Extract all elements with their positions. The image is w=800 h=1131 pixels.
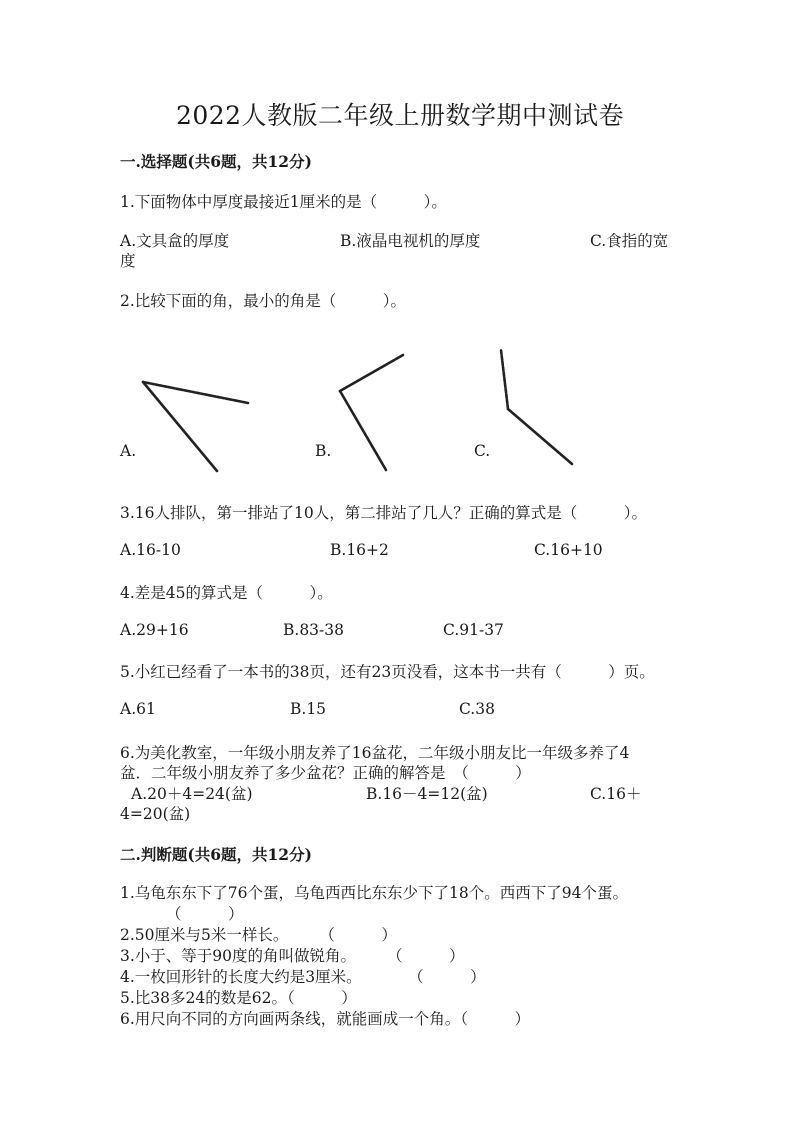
angle-b-drawing [340, 355, 403, 470]
judgment-3: 3.小于、等于90度的角叫做锐角。 （ ） [120, 947, 465, 965]
section-choice-heading: 一.选择题(共6题，共12分) [120, 152, 312, 171]
question-3-stem: 3.16人排队，第一排站了10人，第二排站了几人？正确的算式是（ ）。 [120, 504, 647, 522]
question-1-option-c: C.食指的宽 [590, 232, 669, 250]
judgment-4: 4.一枚回形针的长度大约是3厘米。 （ ） [120, 968, 486, 986]
question-6-option-c-wrap: 4=20(盆) [120, 805, 191, 823]
question-5-option-b: B.15 [290, 700, 327, 718]
judgment-5: 5.比38多24的数是62。（ ） [120, 989, 357, 1007]
question-3-option-c: C.16+10 [534, 541, 603, 559]
question-1-option-b: B.液晶电视机的厚度 [340, 232, 481, 250]
question-6-option-b: B.16－4=12(盆) [366, 785, 488, 803]
question-1-option-a: A.文具盒的厚度 [120, 232, 230, 250]
question-4-stem: 4.差是45的算式是（ ）。 [120, 584, 333, 602]
question-5-option-a: A.61 [120, 700, 156, 718]
question-3-option-b: B.16+2 [330, 541, 389, 559]
question-6-option-c: C.16＋ [590, 785, 642, 803]
judgment-2: 2.50厘米与5米一样长。 （ ） [120, 926, 397, 944]
question-2-stem: 2.比较下面的角，最小的角是（ ）。 [120, 292, 407, 310]
question-2-option-a: A. [120, 442, 137, 460]
judgment-1-line1: 1.乌龟东东下了76个蛋，乌龟西西比东东少下了18个。西西下了94个蛋。 [120, 884, 628, 902]
page-title: 2022人教版二年级上册数学期中测试卷 [175, 101, 625, 130]
question-2-option-c: C. [474, 442, 491, 460]
question-5-option-c: C.38 [459, 700, 495, 718]
question-6-stem-line2: 盆．二年级小朋友养了多少盆花？正确的解答是 （ ） [120, 764, 531, 782]
judgment-1-line2: （ ） [166, 905, 244, 923]
angle-c-drawing [501, 350, 572, 464]
section-judgment-heading: 二.判断题(共6题，共12分) [120, 845, 312, 864]
question-5-stem: 5.小红已经看了一本书的38页，还有23页没看，这本书一共有（ ）页。 [120, 663, 655, 681]
question-4-option-c: C.91-37 [443, 621, 504, 639]
question-1-option-c-wrap: 度 [120, 252, 136, 270]
angle-figures [0, 330, 800, 480]
question-6-stem-line1: 6.为美化教室，一年级小朋友养了16盆花，二年级小朋友比一年级多养了4 [120, 744, 630, 762]
question-4-option-b: B.83-38 [283, 621, 345, 639]
question-6-option-a: A.20＋4=24(盆) [131, 785, 253, 803]
question-4-option-a: A.29+16 [120, 621, 189, 639]
question-2-option-b: B. [315, 442, 332, 460]
question-1-stem: 1.下面物体中厚度最接近1厘米的是（ ）。 [120, 193, 447, 211]
question-3-option-a: A.16-10 [120, 541, 181, 559]
judgment-6: 6.用尺向不同的方向画两条线，就能画成一个角。（ ） [120, 1010, 531, 1028]
angle-a-drawing [143, 382, 248, 471]
